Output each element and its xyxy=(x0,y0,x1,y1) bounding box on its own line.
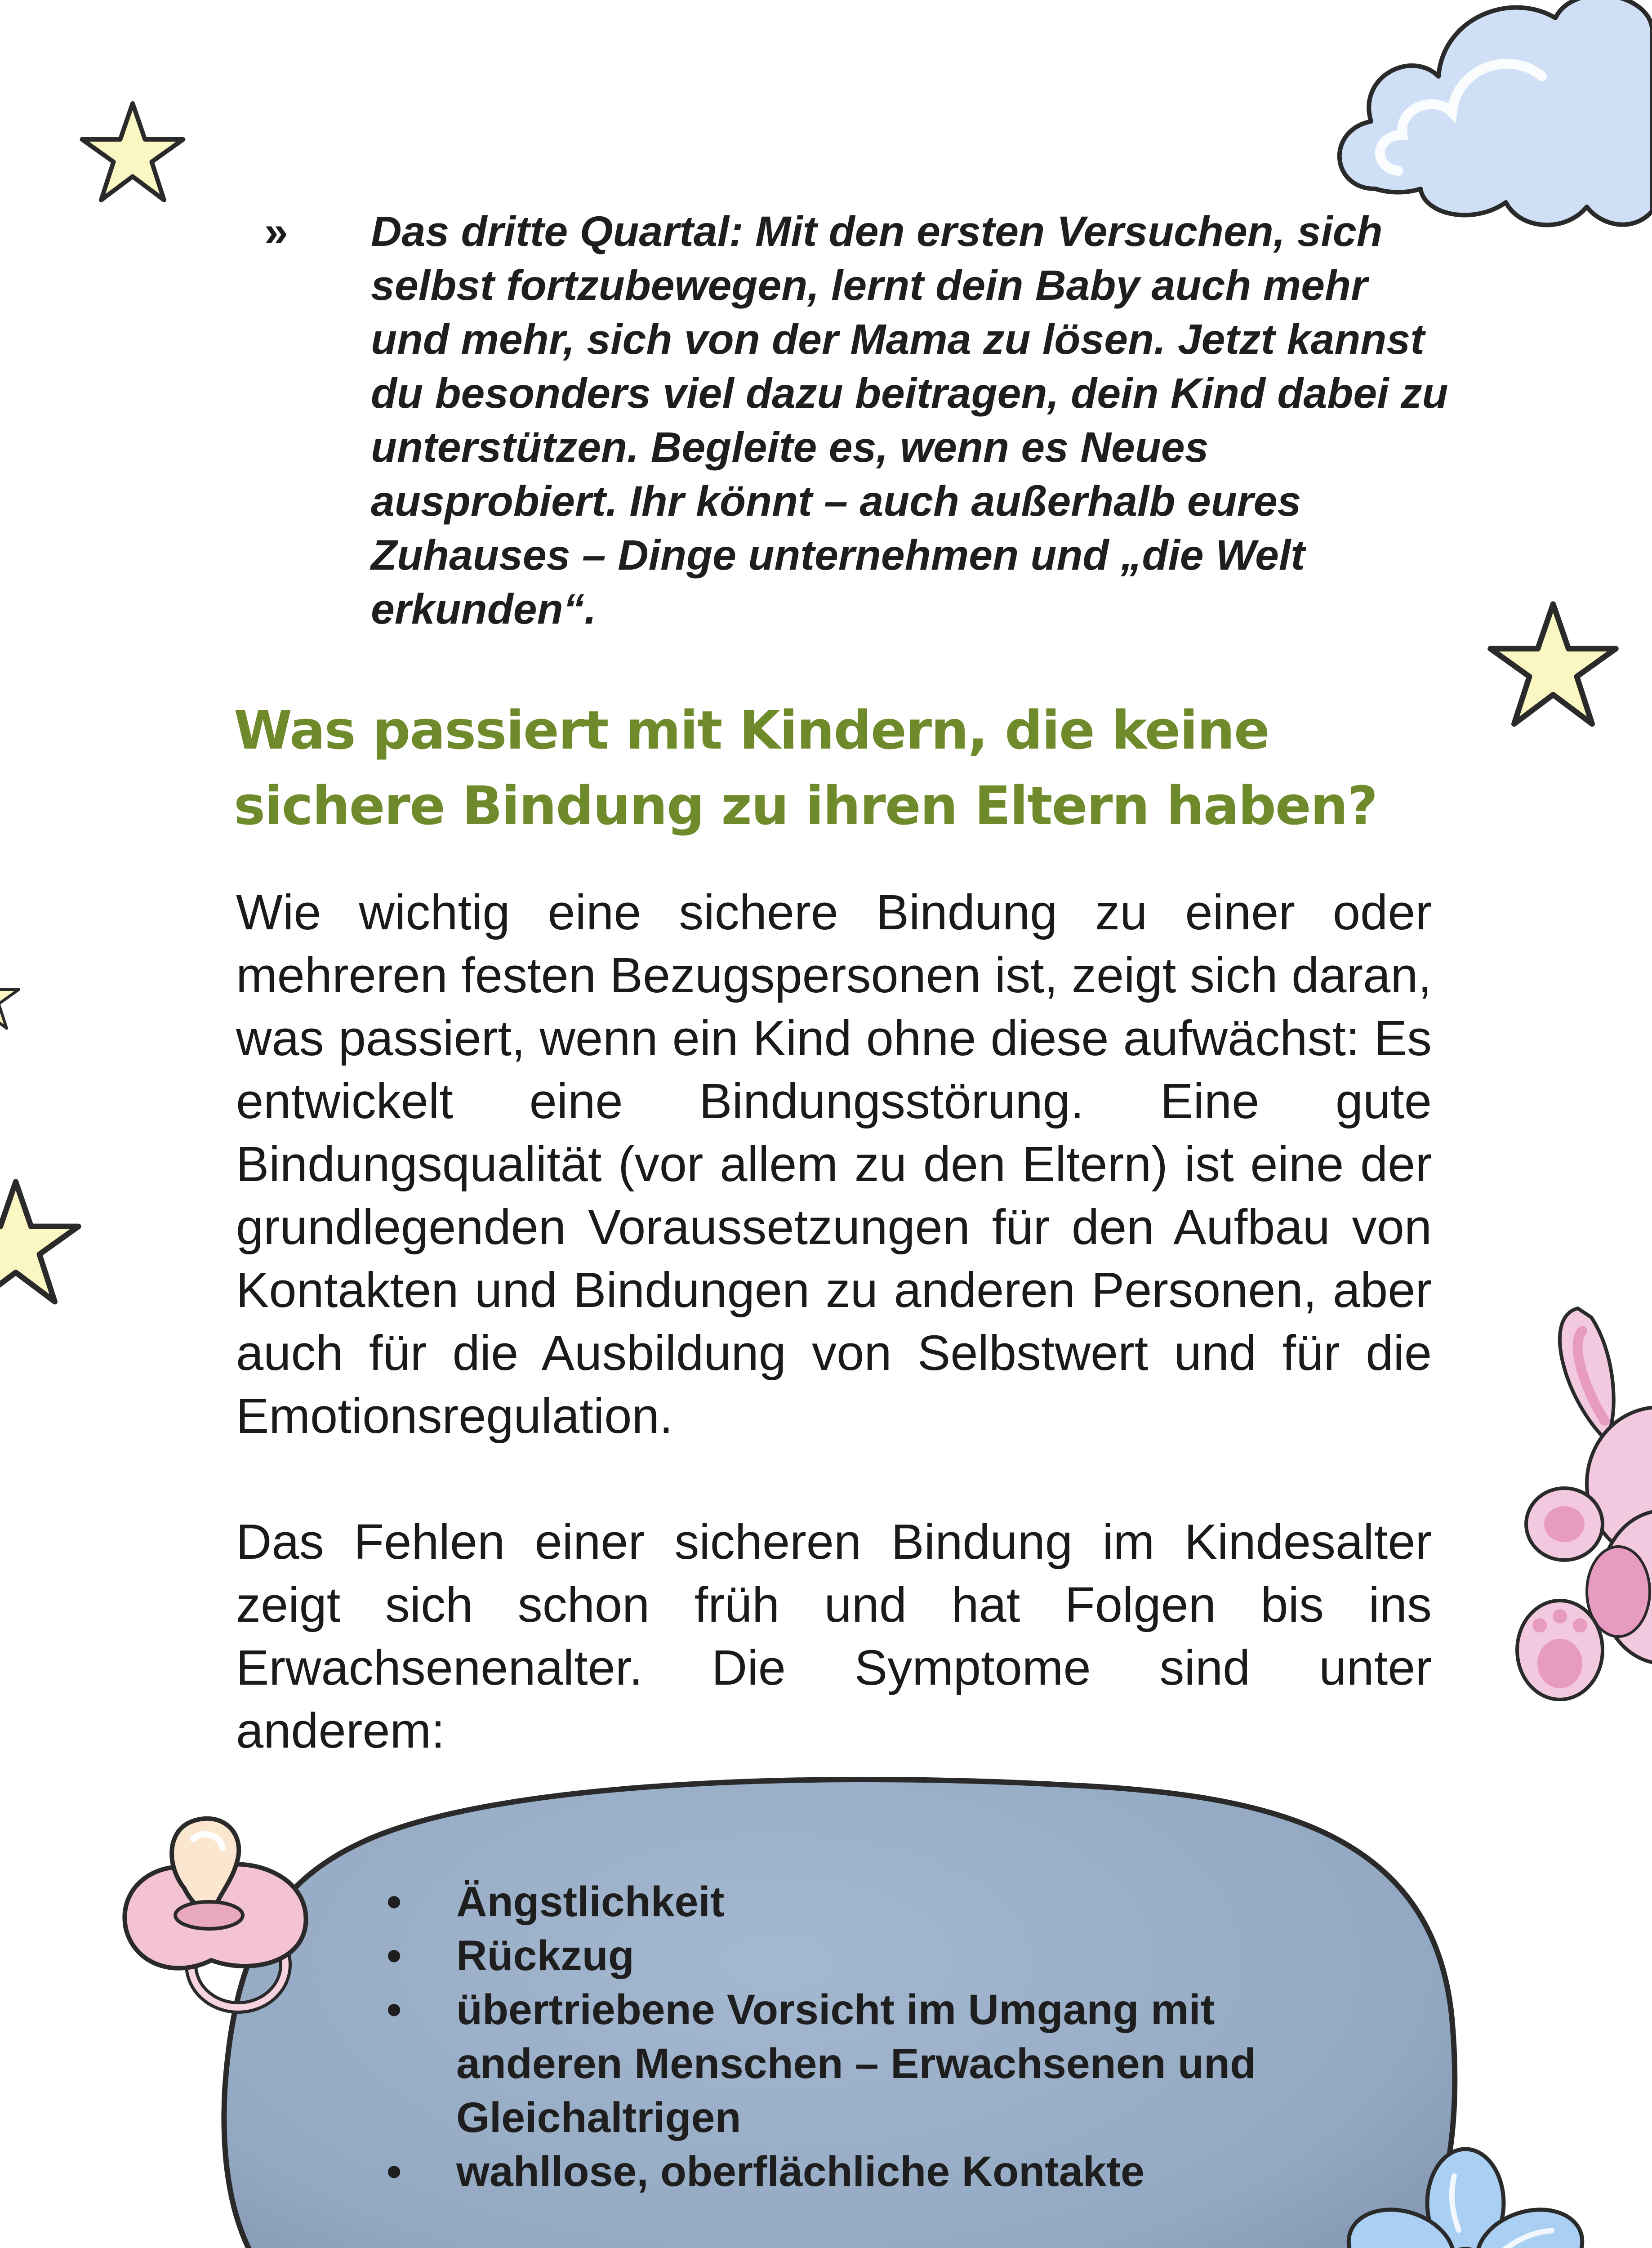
body-paragraph-2: Das Fehlen einer sicheren Bindung im Kindesalter zeigt sich schon früh und hat Folgen bis ins Erwachsenenalter. Die Symptome sind unter anderem: xyxy=(236,1514,1432,1758)
list-item: • übertriebene Vorsicht im Umgang mit anderen Menschen – Erwachsenen und Gleichaltrigen xyxy=(382,1983,1304,2145)
star-icon xyxy=(0,1173,85,1313)
star-icon xyxy=(0,962,22,1034)
cloud-icon xyxy=(1322,0,1652,234)
section-heading: Was passiert mit Kindern, die keine sichere Bindung zu ihren Eltern haben? xyxy=(234,699,1377,837)
star-icon xyxy=(76,97,189,209)
list-item: • Rückzug xyxy=(382,1929,1304,1983)
bullet-marker: » xyxy=(264,208,288,255)
intro-bullet-text: Das dritte Quartal: Mit den ersten Versuchen, sich selbst fortzubewegen, lernt dein Baby auch mehr und mehr, sich von der Mama zu lösen. Jetzt kannst du besonders viel dazu beitragen, dein Kind dabei zu unterstützen. Begleite es, wenn es Neues ausprobiert. Ihr könnt – auch außerhalb eures Zuhauses – Dinge unternehmen und „die Welt erkunden“. xyxy=(371,208,1448,633)
list-item: • wahllose, oberflächliche Kontakte xyxy=(382,2145,1304,2199)
star-icon xyxy=(1483,596,1623,735)
bunny-icon xyxy=(1515,1290,1652,1722)
body-paragraph-1: Wie wichtig eine sichere Bindung zu einer oder mehreren festen Bezugspersonen ist, zeigt sich daran, was passiert, wenn ein Kind ohne diese aufwächst: Es entwickelt eine Bindungsstörung. Eine gute Bindungsqualität (vor allem zu den Eltern) ist eine der grundlegenden Voraussetzungen für den Aufbau von Kontakten und Bindungen zu anderen Personen, aber auch für die Ausbildung von Selbstwert und für die Emotionsregulation. xyxy=(236,885,1432,1444)
intro-bullet xyxy=(264,205,1448,636)
pacifier-icon xyxy=(112,1803,324,2037)
symptom-list xyxy=(382,1875,1304,2199)
flower-icon xyxy=(1340,2145,1591,2248)
list-item: • Ängstlichkeit xyxy=(382,1875,1304,1929)
